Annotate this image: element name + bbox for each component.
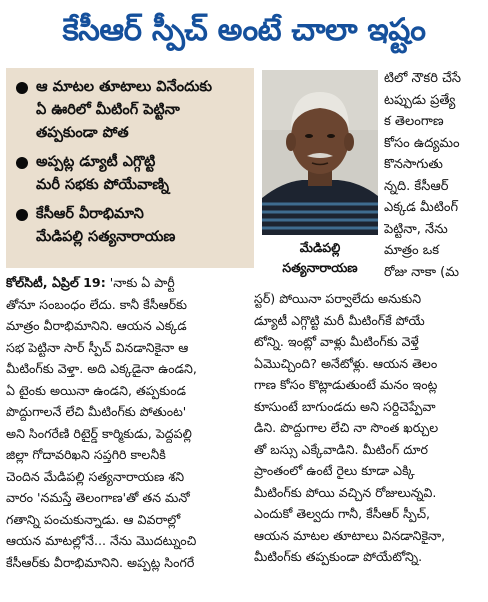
headline: కేసీఆర్ స్పీచ్ అంటే చాలా ఇష్టం xyxy=(62,11,426,48)
article-column-left xyxy=(6,272,246,598)
summary-point-text: ఆ మాటల తూటాలు వినేందుకు ఏ ఊరిలో మీటింగ్ పెట్టినా తప్పకుండా పోత xyxy=(36,79,212,141)
bullet-dot-icon xyxy=(16,82,28,94)
summary-point-text: అప్పట్ల డ్యూటీ ఎగ్గొట్టి మరీ సభకు పోయేవాణ్ని xyxy=(36,154,169,193)
summary-point xyxy=(12,76,246,145)
bullet-dot-icon xyxy=(16,209,28,221)
article-column-bottom-right: స్టర్) పోయినా పర్వాలేదు అనుకుని డ్యూటీ ఎగ్గొట్టి మరీ మీటింగ్‌కే పోయే టోన్ని. ఇంట్లో వాళ్లు మీటింగ్‌కు వెళ్తే ఏమొచ్చింది? అనేటోళ్లు. ఆయన తెలం గాణ కోసం కొట్లాడుతుంటే మనం ఇంట్ల కూసుంటే బాగుండదు అని సర్దిచెప్పేవా డిని. పొద్దుగాల లేచి నా సొంత ఖర్చుల తో బస్సు ఎక్కేవాడిని. మీటింగ్ దూర ప్రాంతంలో ఉంటే రైలు కూడా ఎక్కి మీటింగ్‌కు పోయి వచ్చిన రోజులున్నవి. ఎందుకో తెల్వదు గానీ, కేసీఆర్ స్పీచ్, ఆయన మాటల తూటాలు వినడానికైనా, మీటింగ్‌కు తప్పకుండా పోయేటోన్ని. xyxy=(254,291,446,564)
summary-point xyxy=(12,151,246,197)
summary-point-text: కేసీఆర్ వీరాభిమాని మేడిపల్లి సత్యనారాయణ xyxy=(36,206,176,245)
dateline: కోల్‌సిటీ, ఏప్రిల్ 19: xyxy=(6,275,106,290)
bullet-dot-icon xyxy=(16,157,28,169)
article-column-right: టిలో నౌకరి చేసే టప్పుడు ప్రత్యే క తెలంగాణ కోసం ఉద్యమం కొనసాగుతు న్నది. కేసీఆర్ ఎక్కడ మీటింగ్ పెట్టినా, నేను మాత్రం ఒక రోజు నాకా (మ xyxy=(384,71,462,280)
summary-point xyxy=(12,203,246,249)
portrait-photo xyxy=(262,70,378,235)
article-text: 'నాకు ఏ పార్టీ తోనూ సంబంధం లేదు. కానీ కేసీఆర్‌కు మాత్రం వీరాభిమానిని. ఆయన ఎక్కడ సభ పెట్టినా సార్ స్పీచ్ వినడానికైనా ఆ మీటింగ్‌కు వెళ్తా. అది ఎక్కడైనా ఉండని, ఏ టైంకు అయినా ఉండని, తప్పకుండ పొద్దుగాలనే లేచి మీటింగ్‌కు పోతుంట' అని సింగరేణి రిటైర్డ్ కార్మికుడు, పెద్దపల్లి జిల్లా గోదావరిఖని సప్తగిరి కాలనీకి చెందిన మేడిపల్లి సత్యనారాయణ శని వారం 'నమస్తే తెలంగాణ'తో తన మనో గతాన్ని పంచుకున్నాడు. ఆ వివరాల్లో ఆయన మాటల్లోనే... నేను మొదట్నుంచి కేసీఆర్‌కు వీరాభిమానిని. అప్పట్ల సింగరే xyxy=(6,275,197,570)
summary-box xyxy=(6,68,254,268)
portrait-illustration xyxy=(262,70,378,235)
photo-caption: మేడిపల్లి సత్యనారాయణ xyxy=(282,240,358,275)
